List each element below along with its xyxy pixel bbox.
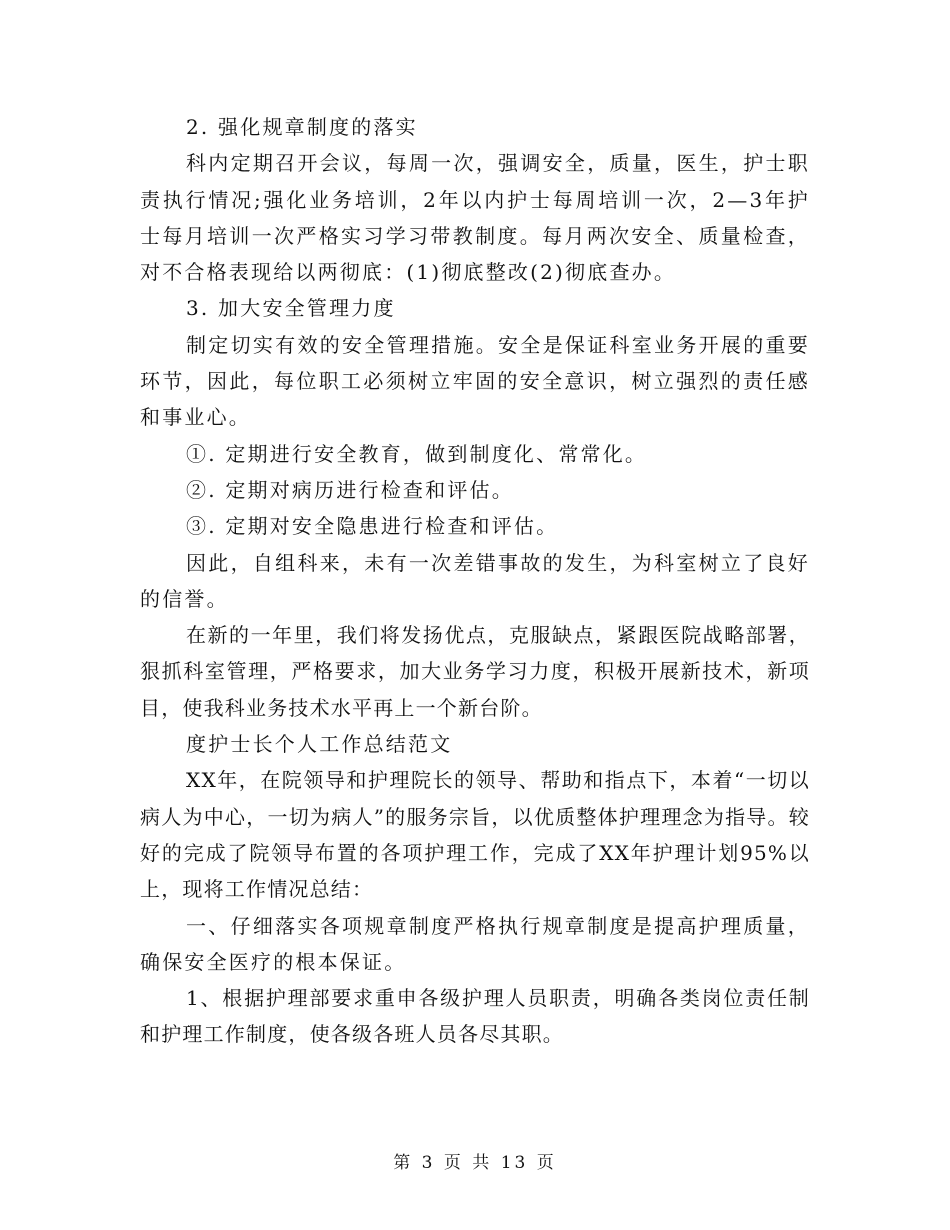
body-paragraph: 在新的一年里，我们将发扬优点，克服缺点，紧跟医院战略部署，狠抓科室管理，严格要求，加大业务学习力度，积极开展新技术，新项目，使我科业务技术水平再上一个新台阶。: [140, 623, 810, 720]
list-item: ③. 定期对安全隐患进行检查和评估。: [186, 514, 559, 539]
body-paragraph: 一、仔细落实各项规章制度严格执行规章制度是提高护理质量，确保安全医疗的根本保证。: [140, 913, 810, 974]
body-paragraph: 因此，自组科来，未有一次差错事故的发生，为科室树立了良好的信誉。: [140, 550, 810, 611]
list-item: ②. 定期对病历进行检查和评估。: [186, 477, 514, 502]
section-heading: 3. 加大安全管理力度: [186, 296, 396, 321]
section-heading: 度护士长个人工作总结范文: [186, 732, 453, 757]
list-item: ①. 定期进行安全教育，做到制度化、常常化。: [186, 441, 648, 466]
section-heading: 2. 强化规章制度的落实: [186, 115, 418, 139]
page-number: 第 3 页 共 13 页: [393, 1153, 557, 1173]
document-body: [140, 109, 810, 1053]
body-paragraph: XX年，在院领导和护理院长的领导、帮助和指点下，本着“一切以病人为中心，一切为病人”的服务宗旨，以优质整体护理理念为指导。较好的完成了院领导布置的各项护理工作，完成了XX年护理计划95%以上，现将工作情况总结：: [140, 768, 810, 902]
body-paragraph: 制定切实有效的安全管理措施。安全是保证科室业务开展的重要环节，因此，每位职工必须树立牢固的安全意识，树立强烈的责任感和事业心。: [140, 332, 810, 430]
body-paragraph: 科内定期召开会议，每周一次，强调安全，质量，医生，护士职责执行情况;强化业务培训，2年以内护士每周培训一次，2—3年护士每月培训一次严格实习学习带教制度。每月两次安全、质量检查，对不合格表现给以两彻底：(1)彻底整改(2)彻底查办。: [140, 151, 810, 285]
body-paragraph: 1、根据护理部要求重申各级护理人员职责，明确各类岗位责任制和护理工作制度，使各级各班人员各尽其职。: [140, 986, 810, 1047]
